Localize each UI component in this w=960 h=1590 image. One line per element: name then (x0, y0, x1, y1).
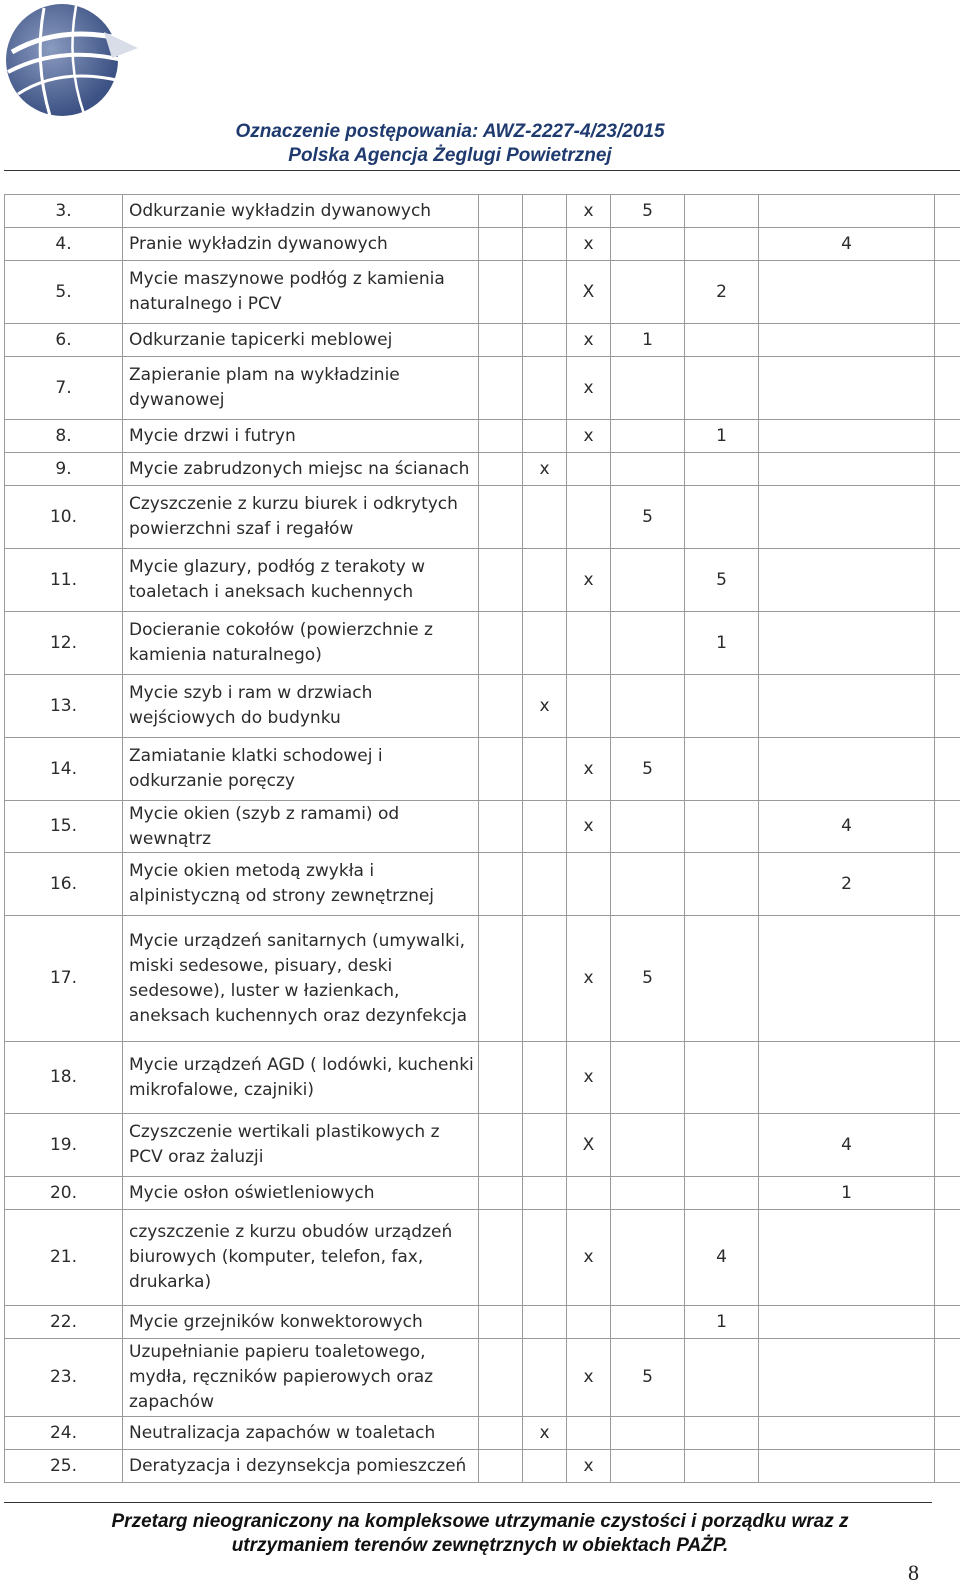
table-row (5, 1450, 960, 1483)
frequency-cell (567, 675, 611, 738)
frequency-cell (479, 1042, 523, 1114)
frequency-cell (611, 675, 685, 738)
frequency-cell (759, 486, 935, 549)
task-description: Mycie szyb i ram w drzwiach wejściowych do budynku (123, 675, 479, 738)
frequency-cell (479, 1417, 523, 1450)
frequency-cell: 5 (611, 916, 685, 1042)
frequency-cell: x (567, 195, 611, 228)
row-number: 9. (5, 453, 123, 486)
frequency-cell: 5 (611, 738, 685, 801)
row-number: 7. (5, 357, 123, 420)
frequency-cell (523, 228, 567, 261)
frequency-cell (935, 1339, 960, 1417)
frequency-cell (685, 228, 759, 261)
row-number: 8. (5, 420, 123, 453)
frequency-cell (759, 916, 935, 1042)
frequency-cell (685, 916, 759, 1042)
frequency-cell (685, 1339, 759, 1417)
table-row (5, 916, 960, 1042)
row-number: 3. (5, 195, 123, 228)
frequency-cell (759, 1210, 935, 1306)
frequency-cell: x (567, 1042, 611, 1114)
footer-line-2: utrzymaniem terenów zewnętrznych w obiektach PAŻP. (231, 1535, 729, 1556)
table-row (5, 1339, 960, 1417)
table-row (5, 738, 960, 801)
frequency-cell: x (567, 1210, 611, 1306)
table-row (5, 420, 960, 453)
frequency-cell (567, 486, 611, 549)
frequency-cell (935, 324, 960, 357)
frequency-cell (759, 420, 935, 453)
row-number: 22. (5, 1306, 123, 1339)
frequency-cell: 5 (611, 195, 685, 228)
frequency-cell (523, 612, 567, 675)
frequency-cell (523, 1306, 567, 1339)
frequency-cell (935, 549, 960, 612)
frequency-cell (611, 801, 685, 853)
frequency-cell (479, 357, 523, 420)
row-number: 25. (5, 1450, 123, 1483)
table-row (5, 453, 960, 486)
frequency-cell: x (567, 420, 611, 453)
frequency-cell (935, 261, 960, 324)
frequency-cell (523, 801, 567, 853)
frequency-cell: 4 (759, 1114, 935, 1177)
frequency-cell (611, 549, 685, 612)
table-row (5, 1114, 960, 1177)
task-description: Czyszczenie z kurzu biurek i odkrytych powierzchni szaf i regałów (123, 486, 479, 549)
frequency-cell: X (567, 1114, 611, 1177)
agency-name: Polska Agencja Żeglugi Powietrznej (288, 145, 612, 166)
frequency-cell: x (523, 453, 567, 486)
frequency-cell: 4 (685, 1210, 759, 1306)
frequency-cell (935, 1210, 960, 1306)
row-number: 12. (5, 612, 123, 675)
frequency-cell: X (567, 261, 611, 324)
frequency-cell (567, 1417, 611, 1450)
frequency-cell (935, 486, 960, 549)
frequency-cell (479, 916, 523, 1042)
table-row (5, 261, 960, 324)
frequency-cell (479, 549, 523, 612)
frequency-cell (935, 357, 960, 420)
table-row (5, 549, 960, 612)
frequency-cell (611, 228, 685, 261)
task-description: Mycie glazury, podłóg z terakoty w toaletach i aneksach kuchennych (123, 549, 479, 612)
frequency-cell (685, 1177, 759, 1210)
frequency-cell: 5 (685, 549, 759, 612)
frequency-cell (935, 453, 960, 486)
frequency-cell (935, 228, 960, 261)
frequency-cell: x (523, 675, 567, 738)
task-description: Pranie wykładzin dywanowych (123, 228, 479, 261)
frequency-cell (611, 420, 685, 453)
frequency-cell (523, 1177, 567, 1210)
frequency-cell: x (567, 1450, 611, 1483)
row-number: 19. (5, 1114, 123, 1177)
frequency-cell (759, 357, 935, 420)
row-number: 6. (5, 324, 123, 357)
frequency-cell (523, 324, 567, 357)
frequency-cell (523, 420, 567, 453)
frequency-cell (479, 1210, 523, 1306)
frequency-cell (567, 453, 611, 486)
frequency-cell (523, 1210, 567, 1306)
frequency-cell (611, 1450, 685, 1483)
row-number: 4. (5, 228, 123, 261)
task-description: Mycie okien metodą zwykła i alpinistyczną od strony zewnętrznej (123, 853, 479, 916)
table-row (5, 1210, 960, 1306)
frequency-cell (759, 453, 935, 486)
frequency-cell (759, 675, 935, 738)
table-row (5, 1177, 960, 1210)
frequency-cell (479, 261, 523, 324)
frequency-cell (611, 1306, 685, 1339)
task-description: Neutralizacja zapachów w toaletach (123, 1417, 479, 1450)
frequency-cell (685, 1042, 759, 1114)
frequency-cell (479, 801, 523, 853)
frequency-cell (611, 1042, 685, 1114)
frequency-cell (479, 1339, 523, 1417)
task-description: Zapieranie plam na wykładzinie dywanowej (123, 357, 479, 420)
frequency-cell (685, 357, 759, 420)
frequency-cell (611, 1114, 685, 1177)
table-row (5, 1306, 960, 1339)
row-number: 20. (5, 1177, 123, 1210)
row-number: 18. (5, 1042, 123, 1114)
frequency-cell (685, 801, 759, 853)
task-description: Odkurzanie tapicerki meblowej (123, 324, 479, 357)
frequency-cell: x (567, 228, 611, 261)
frequency-cell: 1 (611, 324, 685, 357)
frequency-cell (479, 486, 523, 549)
frequency-cell (759, 738, 935, 801)
frequency-cell: x (567, 738, 611, 801)
table-row (5, 195, 960, 228)
frequency-cell (523, 261, 567, 324)
frequency-cell (935, 801, 960, 853)
frequency-cell (523, 357, 567, 420)
task-description: Docieranie cokołów (powierzchnie z kamienia naturalnego) (123, 612, 479, 675)
frequency-cell (479, 1114, 523, 1177)
frequency-cell (759, 1450, 935, 1483)
frequency-cell (935, 1450, 960, 1483)
frequency-cell: x (567, 801, 611, 853)
row-number: 16. (5, 853, 123, 916)
frequency-cell (935, 420, 960, 453)
row-number: 13. (5, 675, 123, 738)
frequency-cell (479, 738, 523, 801)
document-footer (0, 1510, 960, 1558)
frequency-cell (611, 612, 685, 675)
frequency-cell (523, 853, 567, 916)
footer-line-1: Przetarg nieograniczony na kompleksowe utrzymanie czystości i porządku wraz z (111, 1511, 849, 1532)
frequency-cell (611, 1177, 685, 1210)
cleaning-schedule-table (4, 194, 960, 1483)
frequency-cell: x (523, 1417, 567, 1450)
row-number: 5. (5, 261, 123, 324)
frequency-cell (759, 324, 935, 357)
frequency-cell (935, 1114, 960, 1177)
frequency-cell: 4 (759, 228, 935, 261)
task-description: Mycie urządzeń sanitarnych (umywalki, miski sedesowe, pisuary, deski sedesowe), luster w łazienkach, aneksach kuchennych oraz dezynfekcja (123, 916, 479, 1042)
frequency-cell (759, 1042, 935, 1114)
task-description: Odkurzanie wykładzin dywanowych (123, 195, 479, 228)
frequency-cell (479, 675, 523, 738)
frequency-cell (611, 261, 685, 324)
frequency-cell: 2 (685, 261, 759, 324)
frequency-cell (935, 675, 960, 738)
row-number: 11. (5, 549, 123, 612)
frequency-cell (759, 195, 935, 228)
page-number: 8 (908, 1560, 919, 1585)
frequency-cell (759, 1339, 935, 1417)
footer-divider (4, 1502, 932, 1503)
table-row (5, 357, 960, 420)
frequency-cell (935, 853, 960, 916)
frequency-cell: 4 (759, 801, 935, 853)
row-number: 10. (5, 486, 123, 549)
table-row (5, 1417, 960, 1450)
table-row (5, 324, 960, 357)
frequency-cell: 5 (611, 486, 685, 549)
frequency-cell (523, 916, 567, 1042)
frequency-cell (935, 195, 960, 228)
frequency-cell: 1 (759, 1177, 935, 1210)
frequency-cell (935, 1417, 960, 1450)
frequency-cell (479, 324, 523, 357)
task-description: Mycie zabrudzonych miejsc na ścianach (123, 453, 479, 486)
frequency-cell (759, 1306, 935, 1339)
table-row (5, 228, 960, 261)
frequency-cell: x (567, 357, 611, 420)
frequency-cell (685, 195, 759, 228)
frequency-cell: x (567, 916, 611, 1042)
frequency-cell (479, 195, 523, 228)
frequency-cell: 1 (685, 612, 759, 675)
frequency-cell (523, 486, 567, 549)
frequency-cell (523, 1339, 567, 1417)
task-description: Mycie grzejników konwektorowych (123, 1306, 479, 1339)
frequency-cell (523, 549, 567, 612)
frequency-cell (611, 453, 685, 486)
frequency-cell (759, 1417, 935, 1450)
frequency-cell (611, 853, 685, 916)
frequency-cell (479, 853, 523, 916)
frequency-cell (685, 324, 759, 357)
task-description: Mycie urządzeń AGD ( lodówki, kuchenki mikrofalowe, czajniki) (123, 1042, 479, 1114)
task-description: czyszczenie z kurzu obudów urządzeń biurowych (komputer, telefon, fax, drukarka) (123, 1210, 479, 1306)
task-description: Deratyzacja i dezynsekcja pomieszczeń (123, 1450, 479, 1483)
frequency-cell (935, 1306, 960, 1339)
frequency-cell (479, 228, 523, 261)
frequency-cell (523, 1042, 567, 1114)
frequency-cell (523, 738, 567, 801)
frequency-cell (479, 1450, 523, 1483)
frequency-cell (479, 420, 523, 453)
frequency-cell (523, 1450, 567, 1483)
table-row (5, 612, 960, 675)
frequency-cell: 1 (685, 420, 759, 453)
task-description: Mycie okien (szyb z ramami) od wewnątrz (123, 801, 479, 853)
procedure-number: Oznaczenie postępowania: AWZ-2227-4/23/2015 (235, 121, 665, 142)
frequency-cell (479, 612, 523, 675)
frequency-cell (759, 612, 935, 675)
frequency-cell (611, 1210, 685, 1306)
row-number: 14. (5, 738, 123, 801)
frequency-cell (479, 1177, 523, 1210)
task-description: Zamiatanie klatki schodowej i odkurzanie poręczy (123, 738, 479, 801)
table-row (5, 675, 960, 738)
frequency-cell: 5 (611, 1339, 685, 1417)
row-number: 15. (5, 801, 123, 853)
row-number: 23. (5, 1339, 123, 1417)
frequency-cell (685, 486, 759, 549)
frequency-cell (685, 1114, 759, 1177)
frequency-cell (935, 738, 960, 801)
table-row (5, 1042, 960, 1114)
frequency-cell (567, 1306, 611, 1339)
frequency-cell: 2 (759, 853, 935, 916)
row-number: 17. (5, 916, 123, 1042)
frequency-cell (523, 195, 567, 228)
row-number: 21. (5, 1210, 123, 1306)
task-description: Mycie drzwi i futryn (123, 420, 479, 453)
frequency-cell (935, 1042, 960, 1114)
frequency-cell (685, 675, 759, 738)
frequency-cell: 1 (685, 1306, 759, 1339)
frequency-cell (567, 1177, 611, 1210)
frequency-cell (759, 549, 935, 612)
frequency-cell (479, 1306, 523, 1339)
frequency-cell (685, 738, 759, 801)
table-row (5, 801, 960, 853)
task-description: Czyszczenie wertikali plastikowych z PCV oraz żaluzji (123, 1114, 479, 1177)
header-divider (4, 170, 960, 171)
frequency-cell (935, 916, 960, 1042)
frequency-cell (935, 612, 960, 675)
frequency-cell (567, 612, 611, 675)
frequency-cell (685, 453, 759, 486)
frequency-cell (611, 1417, 685, 1450)
frequency-cell (759, 261, 935, 324)
frequency-cell (685, 1450, 759, 1483)
document-header (200, 120, 700, 168)
table-row (5, 486, 960, 549)
frequency-cell (479, 453, 523, 486)
row-number: 24. (5, 1417, 123, 1450)
frequency-cell (611, 357, 685, 420)
frequency-cell (935, 1177, 960, 1210)
task-description: Mycie osłon oświetleniowych (123, 1177, 479, 1210)
frequency-cell: x (567, 324, 611, 357)
frequency-cell (685, 853, 759, 916)
frequency-cell (523, 1114, 567, 1177)
paz-logo-icon (4, 2, 140, 120)
frequency-cell (685, 1417, 759, 1450)
frequency-cell (567, 853, 611, 916)
table-row (5, 853, 960, 916)
frequency-cell: x (567, 549, 611, 612)
frequency-cell: x (567, 1339, 611, 1417)
task-description: Mycie maszynowe podłóg z kamienia naturalnego i PCV (123, 261, 479, 324)
task-description: Uzupełnianie papieru toaletowego, mydła, ręczników papierowych oraz zapachów (123, 1339, 479, 1417)
